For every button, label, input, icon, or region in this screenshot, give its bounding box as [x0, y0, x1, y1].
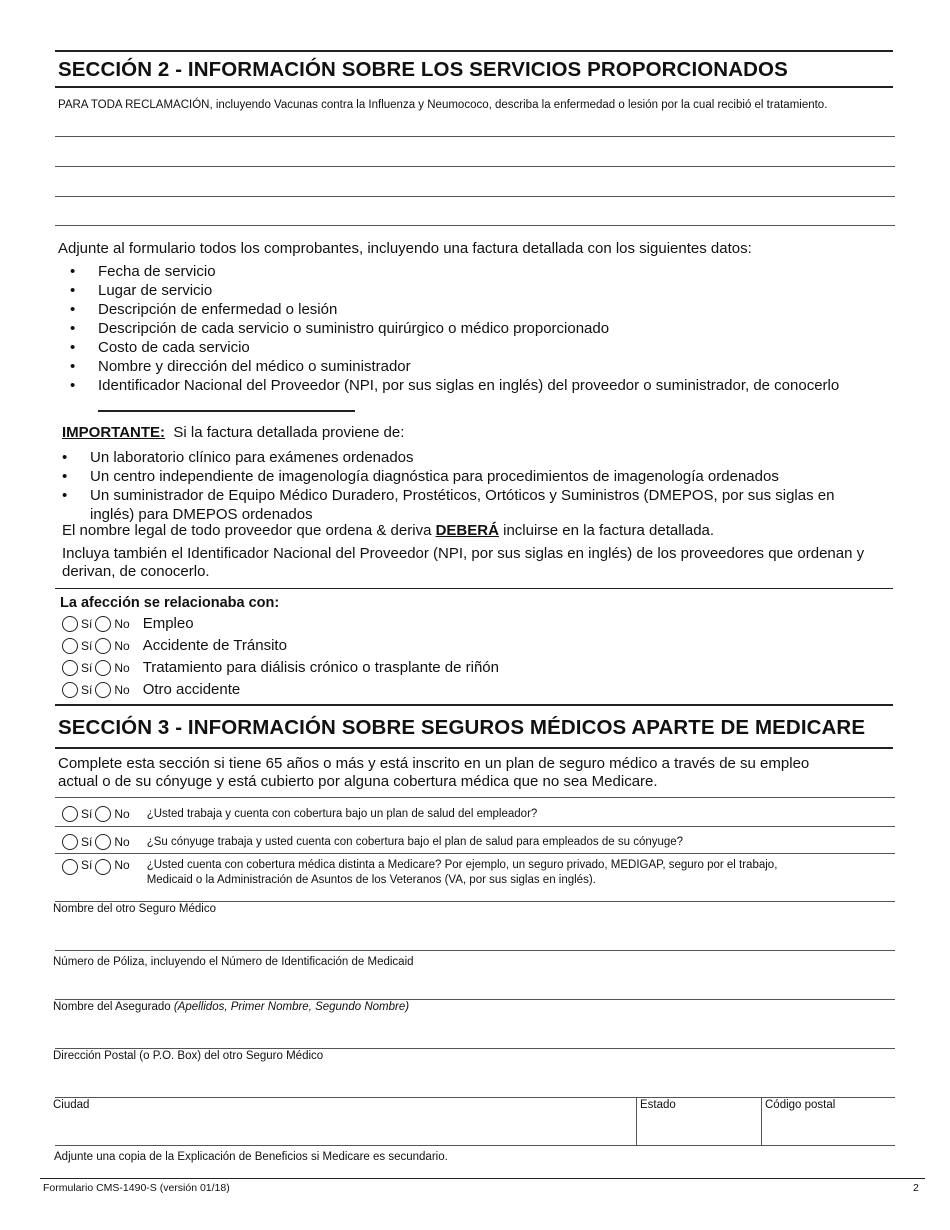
question-label: ¿Usted cuenta con cobertura médica distinta a Medicare? Por ejemplo, un seguro privado, MEDIGAP, seguro por el trabajo, Medicaid o la Administración de Asuntos de los Veteranos (VA, por sus siglas en inglés). [146, 859, 778, 886]
city-label: Ciudad [53, 1099, 90, 1111]
list-item: • Fecha de servicio [70, 263, 216, 280]
divider [761, 1097, 762, 1145]
insured-name-field[interactable] [55, 1016, 893, 1048]
other-insurance-name-label: Nombre del otro Seguro Médico [53, 903, 216, 915]
section3-intro-line2: actual o de su cónyuge y está cubierto por alguna cobertura médica que no sea Medicare. [58, 773, 658, 790]
page-number: 2 [913, 1182, 919, 1194]
yes-radio[interactable] [62, 859, 78, 875]
npi-note-line2: derivan, de conocerlo. [62, 563, 210, 580]
section3-intro-line1: Complete esta sección si tiene 65 años o más y está inscrito en un plan de seguro médico a través de su empleo [58, 755, 810, 772]
no-radio[interactable] [95, 660, 111, 676]
yes-radio[interactable] [62, 806, 78, 822]
itemized-bill-list [58, 262, 839, 395]
city-field[interactable] [55, 1114, 635, 1144]
question-row-spouse-plan: Sí No ¿Su cónyuge trabaja y usted cuenta con cobertura bajo el plan de salud para empleados de su cónyuge? [62, 834, 683, 850]
important-label: IMPORTANTE: [62, 424, 166, 441]
list-item: • Un suministrador de Equipo Médico Duradero, Prostéticos, Ortóticos y Suministros (DMEPOS, por sus siglas en [62, 487, 835, 504]
state-label: Estado [640, 1099, 676, 1111]
legal-name-note: El nombre legal de todo proveedor que ordena & deriva DEBERÁ incluirse en la factura detallada. [62, 522, 715, 539]
no-radio[interactable] [95, 806, 111, 822]
list-item: • Descripción de cada servicio o suministro quirúrgico o médico proporcionado [70, 320, 610, 337]
yes-radio[interactable] [62, 638, 78, 654]
important-text: Si la factura detallada proviene de: [173, 424, 405, 441]
divider [55, 797, 895, 798]
yes-radio[interactable] [62, 616, 78, 632]
state-field[interactable] [638, 1114, 760, 1144]
list-item: • Un centro independiente de imagenología diagnóstica para procedimientos de imagenología ordenados [62, 468, 779, 485]
illness-description-line-1[interactable] [55, 136, 895, 137]
claim-note: PARA TODA RECLAMACIÓN, incluyendo Vacunas contra la Influenza y Neumococo, describa la enfermedad o lesión por la cual recibió el tratamiento. [58, 99, 828, 111]
important-line [62, 424, 404, 441]
list-item: • Costo de cada servicio [70, 339, 250, 356]
question-row-other-coverage: Sí No ¿Usted cuenta con cobertura médica distinta a Medicare? Por ejemplo, un seguro privado, MEDIGAP, seguro por el trabajo, Medicaid o la Administración de Asuntos de los Veteranos (VA, por sus siglas en inglés). [62, 858, 777, 888]
no-radio[interactable] [95, 638, 111, 654]
illness-description-line-3[interactable] [55, 196, 895, 197]
zip-label: Código postal [765, 1099, 836, 1111]
condition-label: Empleo [142, 615, 194, 632]
important-list [58, 448, 834, 524]
eob-note: Adjunte una copia de la Explicación de Beneficios si Medicare es secundario. [54, 1151, 448, 1163]
divider [55, 999, 895, 1000]
condition-row-other: Sí No Otro accidente [62, 681, 240, 698]
zip-field[interactable] [763, 1114, 893, 1144]
section2-title-rule [55, 86, 893, 88]
legal-emphasis: DEBERÁ [435, 522, 499, 539]
policy-number-label: Número de Póliza, incluyendo el Número de Identificación de Medicaid [53, 956, 414, 968]
list-item: • Un laboratorio clínico para exámenes ordenados [62, 449, 414, 466]
condition-row-employment: Sí No Empleo [62, 615, 194, 632]
yes-radio[interactable] [62, 682, 78, 698]
divider [55, 1048, 895, 1049]
divider [55, 901, 895, 902]
policy-number-field[interactable] [55, 971, 893, 999]
npi-note-line1: Incluya también el Identificador Nacional del Proveedor (NPI, por sus siglas en inglés) de los proveedores que ordenan y [62, 545, 865, 562]
question-label: ¿Usted trabaja y cuenta con cobertura bajo un plan de salud del empleador? [146, 808, 538, 820]
mailing-address-label: Dirección Postal (o P.O. Box) del otro Seguro Médico [53, 1050, 324, 1062]
divider [55, 1097, 895, 1098]
divider [98, 410, 355, 412]
yes-radio[interactable] [62, 660, 78, 676]
condition-row-traffic: Sí No Accidente de Tránsito [62, 637, 287, 654]
section2-title: SECCIÓN 2 - INFORMACIÓN SOBRE LOS SERVICIOS PROPORCIONADOS [58, 58, 788, 81]
mailing-address-field[interactable] [55, 1065, 893, 1097]
divider [636, 1097, 637, 1145]
question-label: ¿Su cónyuge trabaja y usted cuenta con cobertura bajo el plan de salud para empleados de su cónyuge? [146, 836, 684, 848]
section3-title-rule [55, 747, 893, 749]
yes-radio[interactable] [62, 834, 78, 850]
list-item: • Nombre y dirección del médico o suministrador [70, 358, 411, 375]
list-item: • Identificador Nacional del Proveedor (NPI, por sus siglas en inglés) del proveedor o suministrador, de conocerlo [70, 377, 840, 394]
list-item-continuation: inglés) para DMEPOS ordenados [90, 506, 313, 523]
divider [55, 853, 895, 854]
footer-rule [40, 1178, 925, 1179]
section2-top-rule [55, 50, 893, 52]
divider [55, 588, 893, 589]
section3-top-rule [55, 704, 893, 706]
insured-name-label: Nombre del Asegurado (Apellidos, Primer Nombre, Segundo Nombre) [53, 1001, 410, 1013]
illness-description-line-4[interactable] [55, 225, 895, 226]
form-id: Formulario CMS-1490-S (versión 01/18) [43, 1182, 230, 1194]
divider [55, 950, 895, 951]
list-item: • Descripción de enfermedad o lesión [70, 301, 338, 318]
section3-title: SECCIÓN 3 - INFORMACIÓN SOBRE SEGUROS MÉDICOS APARTE DE MEDICARE [58, 716, 866, 739]
divider [55, 1145, 895, 1146]
no-radio[interactable] [95, 859, 111, 875]
condition-label: Accidente de Tránsito [142, 637, 287, 654]
condition-label: Tratamiento para diálisis crónico o trasplante de riñón [142, 659, 499, 676]
divider [55, 826, 895, 827]
condition-row-dialysis: Sí No Tratamiento para diálisis crónico o trasplante de riñón [62, 659, 499, 676]
list-item: • Lugar de servicio [70, 282, 213, 299]
no-radio[interactable] [95, 616, 111, 632]
question-row-employer-plan: Sí No ¿Usted trabaja y cuenta con cobertura bajo un plan de salud del empleador? [62, 806, 537, 822]
other-insurance-name-field[interactable] [55, 918, 893, 950]
attach-intro: Adjunte al formulario todos los comprobantes, incluyendo una factura detallada con los siguientes datos: [58, 240, 752, 257]
no-radio[interactable] [95, 682, 111, 698]
no-radio[interactable] [95, 834, 111, 850]
condition-label: Otro accidente [142, 681, 241, 698]
condition-title: La afección se relacionaba con: [60, 595, 280, 611]
illness-description-line-2[interactable] [55, 166, 895, 167]
